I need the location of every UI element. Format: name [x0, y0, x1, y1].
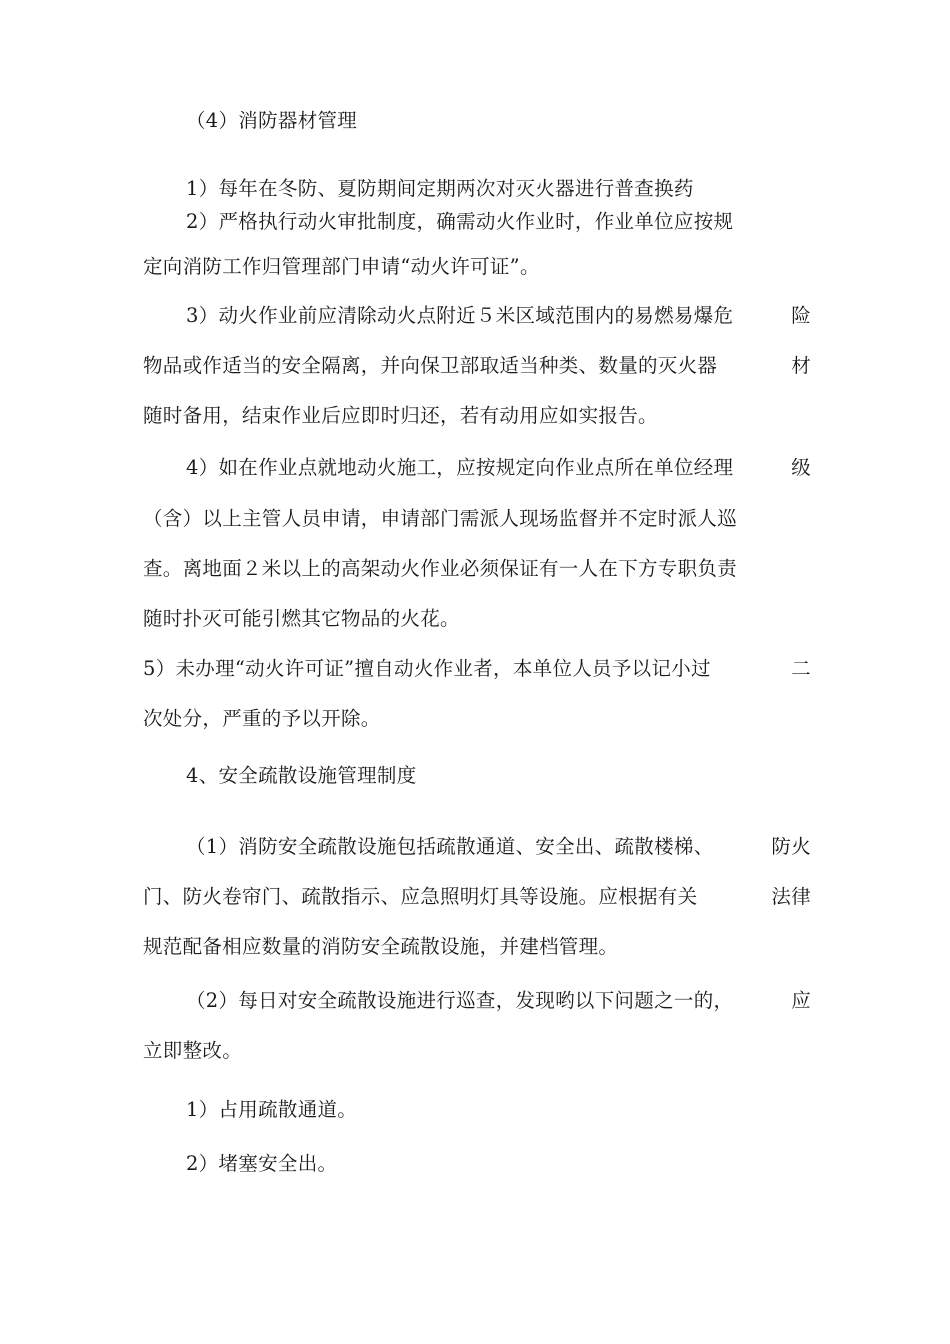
- text-segment: 险: [791, 304, 811, 327]
- section-heading-fire-equipment: （4）消防器材管理: [186, 109, 358, 132]
- text-segment: 5）未办理“动火许可证”擅自动火作业者，本单位人员予以记小过: [143, 657, 711, 680]
- text-segment: 应: [791, 989, 811, 1012]
- text-segment: （2）每日对安全疏散设施进行巡查，发现哟以下问题之一的，: [186, 989, 734, 1012]
- text-segment: 二: [791, 657, 811, 680]
- list-item: 1）占用疏散通道。: [186, 1098, 358, 1121]
- paragraph-line: 定向消防工作归管理部门申请“动火许可证”。: [143, 255, 540, 278]
- paragraph-line: [186, 455, 811, 481]
- paragraph-line: （含）以上主管人员申请，申请部门需派人现场监督并不定时派人巡: [143, 507, 738, 530]
- paragraph-line: [143, 656, 811, 682]
- text-segment: 3）动火作业前应清除动火点附近５米区域范围内的易燃易爆危: [186, 304, 734, 327]
- paragraph-line: 查。离地面２米以上的高架动火作业必须保证有一人在下方专职负责: [143, 557, 738, 580]
- list-item: 2）堵塞安全出。: [186, 1152, 338, 1175]
- text-segment: 门、防火卷帘门、疏散指示、应急照明灯具等设施。应根据有关: [143, 885, 698, 908]
- text-segment: （1）消防安全疏散设施包括疏散通道、安全出、疏散楼梯、: [186, 835, 714, 858]
- text-segment: 级: [791, 456, 811, 479]
- text-segment: 物品或作适当的安全隔离，并向保卫部取适当种类、数量的灭火器: [143, 354, 718, 377]
- paragraph-line: 随时备用，结束作业后应即时归还，若有动用应如实报告。: [143, 404, 658, 427]
- text-segment: 法律: [771, 885, 811, 908]
- text-segment: 4）如在作业点就地动火施工，应按规定向作业点所在单位经理: [186, 456, 734, 479]
- paragraph-line: [186, 988, 811, 1014]
- paragraph-line: 随时扑灭可能引燃其它物品的火花。: [143, 607, 460, 630]
- paragraph-line: [143, 353, 811, 379]
- paragraph-line: [186, 834, 811, 860]
- paragraph-line: 1）每年在冬防、夏防期间定期两次对灭火器进行普查换药: [186, 177, 694, 200]
- paragraph-line: 次处分，严重的予以开除。: [143, 707, 381, 730]
- paragraph-line: [186, 303, 811, 329]
- paragraph-line: 规范配备相应数量的消防安全疏散设施，并建档管理。: [143, 935, 619, 958]
- text-segment: 防火: [771, 835, 811, 858]
- section-heading-evacuation: 4、安全疏散设施管理制度: [186, 764, 417, 787]
- paragraph-line: 2）严格执行动火审批制度，确需动火作业时，作业单位应按规: [186, 210, 734, 233]
- text-segment: 材: [791, 354, 811, 377]
- paragraph-line: [143, 884, 811, 910]
- paragraph-line: 立即整改。: [143, 1039, 243, 1062]
